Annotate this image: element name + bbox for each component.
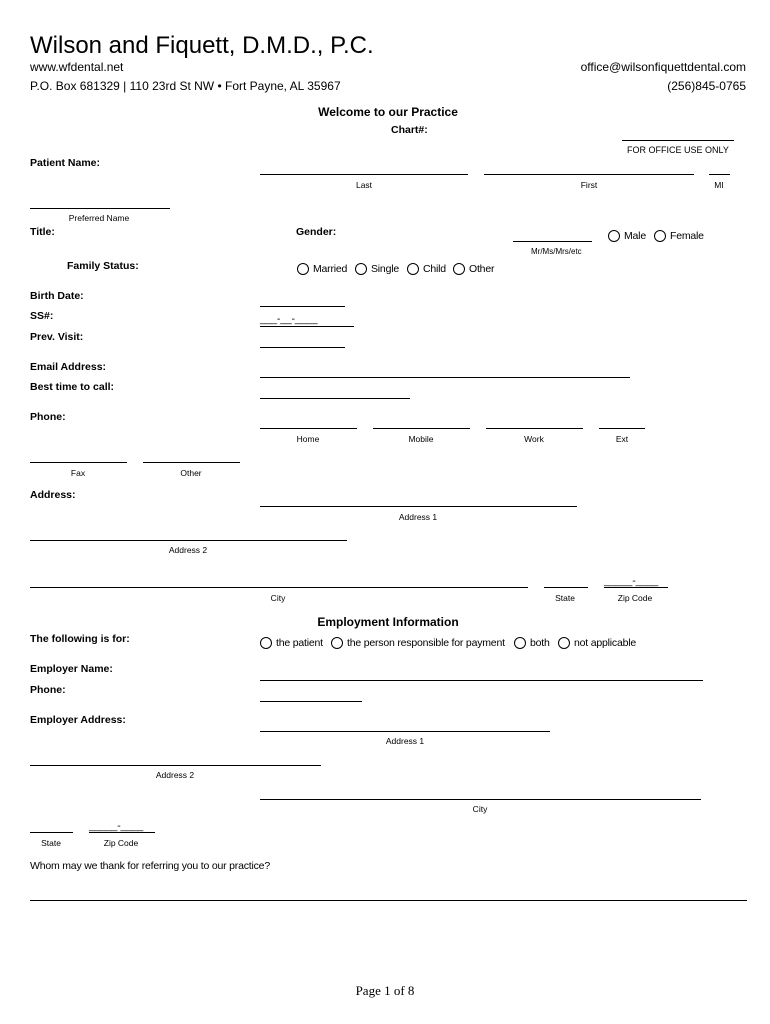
page-number: Page 1 of 8 bbox=[355, 983, 415, 998]
work-phone-field[interactable] bbox=[486, 428, 583, 429]
family-single-radio[interactable] bbox=[355, 263, 367, 275]
best-time-field[interactable] bbox=[260, 398, 410, 399]
city-caption: City bbox=[270, 593, 286, 603]
email-label: Email Address: bbox=[30, 361, 107, 373]
for-both-radio[interactable] bbox=[514, 637, 526, 649]
mobile-caption: Mobile bbox=[408, 434, 434, 444]
employer-address1-caption: Address 1 bbox=[385, 736, 425, 746]
following-for-label: The following is for: bbox=[30, 633, 130, 645]
family-married-label: Married bbox=[313, 263, 348, 275]
employer-state-caption: State bbox=[41, 838, 61, 848]
employer-zip-mask: _____-____ bbox=[89, 820, 144, 832]
ss-mask: ___-__-____ bbox=[260, 313, 318, 325]
preferred-name-caption: Preferred Name bbox=[68, 213, 130, 223]
for-patient-radio[interactable] bbox=[260, 637, 272, 649]
employer-address-label: Employer Address: bbox=[30, 714, 126, 726]
other-caption: Other bbox=[180, 468, 202, 478]
family-child-radio[interactable] bbox=[407, 263, 419, 275]
for-not-applicable-radio[interactable] bbox=[558, 637, 570, 649]
title-label: Title: bbox=[30, 226, 55, 238]
address1-field[interactable] bbox=[260, 506, 577, 507]
fax-field[interactable] bbox=[30, 462, 127, 463]
city-field[interactable] bbox=[30, 587, 528, 588]
employer-state-field[interactable] bbox=[30, 832, 73, 833]
address1-caption: Address 1 bbox=[398, 512, 438, 522]
prev-visit-field[interactable] bbox=[260, 347, 345, 348]
ext-field[interactable] bbox=[599, 428, 645, 429]
chart-number-field[interactable] bbox=[622, 140, 734, 141]
employer-name-label: Employer Name: bbox=[30, 663, 113, 675]
family-married-radio[interactable] bbox=[297, 263, 309, 275]
gender-label: Gender: bbox=[296, 226, 337, 238]
first-caption: First bbox=[580, 180, 598, 190]
email-field[interactable] bbox=[260, 377, 630, 378]
first-name-field[interactable] bbox=[484, 174, 694, 175]
birth-date-label: Birth Date: bbox=[30, 290, 84, 302]
home-caption: Home bbox=[296, 434, 320, 444]
practice-name: Wilson and Fiquett, D.M.D., P.C. bbox=[30, 32, 374, 59]
prev-visit-label: Prev. Visit: bbox=[30, 331, 84, 343]
zip-field[interactable] bbox=[604, 587, 668, 588]
for-both-label: both bbox=[530, 637, 550, 649]
for-responsible-label: the person responsible for payment bbox=[347, 637, 505, 649]
for-not-applicable-label: not applicable bbox=[574, 637, 636, 649]
chart-label: Chart#: bbox=[391, 124, 428, 136]
employer-city-field[interactable] bbox=[260, 799, 701, 800]
home-phone-field[interactable] bbox=[260, 428, 357, 429]
employer-zip-field[interactable] bbox=[89, 832, 155, 833]
zip-mask: _____-____ bbox=[604, 575, 659, 587]
state-field[interactable] bbox=[544, 587, 588, 588]
family-child-label: Child bbox=[423, 263, 446, 275]
employment-heading: Employment Information bbox=[317, 615, 459, 629]
ss-label: SS#: bbox=[30, 310, 54, 322]
gender-female-label: Female bbox=[670, 230, 704, 242]
practice-website[interactable]: www.wfdental.net bbox=[30, 60, 124, 74]
practice-address: P.O. Box 681329 | 110 23rd St NW • Fort Payne, AL 35967 bbox=[30, 79, 341, 93]
mi-caption: MI bbox=[714, 180, 724, 190]
work-caption: Work bbox=[524, 434, 544, 444]
office-use-label: FOR OFFICE USE ONLY bbox=[627, 145, 729, 155]
gender-male-label: Male bbox=[624, 230, 646, 242]
last-name-field[interactable] bbox=[260, 174, 468, 175]
address2-caption: Address 2 bbox=[168, 545, 208, 555]
for-patient-label: the patient bbox=[276, 637, 323, 649]
employer-zip-caption: Zip Code bbox=[103, 838, 139, 848]
referral-field[interactable] bbox=[30, 900, 747, 901]
title-field[interactable] bbox=[513, 241, 592, 242]
address-label: Address: bbox=[30, 489, 76, 501]
employer-phone-label: Phone: bbox=[30, 684, 66, 696]
employer-address2-field[interactable] bbox=[30, 765, 321, 766]
middle-initial-field[interactable] bbox=[709, 174, 730, 175]
patient-name-label: Patient Name: bbox=[30, 157, 101, 169]
employer-address1-field[interactable] bbox=[260, 731, 550, 732]
family-other-radio[interactable] bbox=[453, 263, 465, 275]
family-single-label: Single bbox=[371, 263, 399, 275]
ss-field[interactable] bbox=[260, 326, 354, 327]
referral-question: Whom may we thank for referring you to our practice? bbox=[30, 860, 270, 872]
practice-email[interactable]: office@wilsonfiquettdental.com bbox=[580, 60, 746, 74]
form-heading: Welcome to our Practice bbox=[318, 105, 458, 119]
phone-label: Phone: bbox=[30, 411, 66, 423]
title-caption: Mr/Ms/Mrs/etc bbox=[531, 247, 582, 256]
employer-city-caption: City bbox=[472, 804, 488, 814]
for-responsible-radio[interactable] bbox=[331, 637, 343, 649]
best-time-label: Best time to call: bbox=[30, 381, 115, 393]
preferred-name-field[interactable] bbox=[30, 208, 170, 209]
employer-phone-field[interactable] bbox=[260, 701, 362, 702]
family-status-label: Family Status: bbox=[67, 260, 139, 272]
last-caption: Last bbox=[355, 180, 373, 190]
birth-date-field[interactable] bbox=[260, 306, 345, 307]
gender-male-radio[interactable] bbox=[608, 230, 620, 242]
zip-caption: Zip Code bbox=[617, 593, 653, 603]
ext-caption: Ext bbox=[615, 434, 629, 444]
employer-address2-caption: Address 2 bbox=[155, 770, 195, 780]
address2-field[interactable] bbox=[30, 540, 347, 541]
state-caption: State bbox=[555, 593, 575, 603]
practice-phone: (256)845-0765 bbox=[667, 79, 746, 93]
family-other-label: Other bbox=[469, 263, 495, 275]
other-phone-field[interactable] bbox=[143, 462, 240, 463]
mobile-phone-field[interactable] bbox=[373, 428, 470, 429]
employer-name-field[interactable] bbox=[260, 680, 703, 681]
gender-female-radio[interactable] bbox=[654, 230, 666, 242]
fax-caption: Fax bbox=[70, 468, 86, 478]
